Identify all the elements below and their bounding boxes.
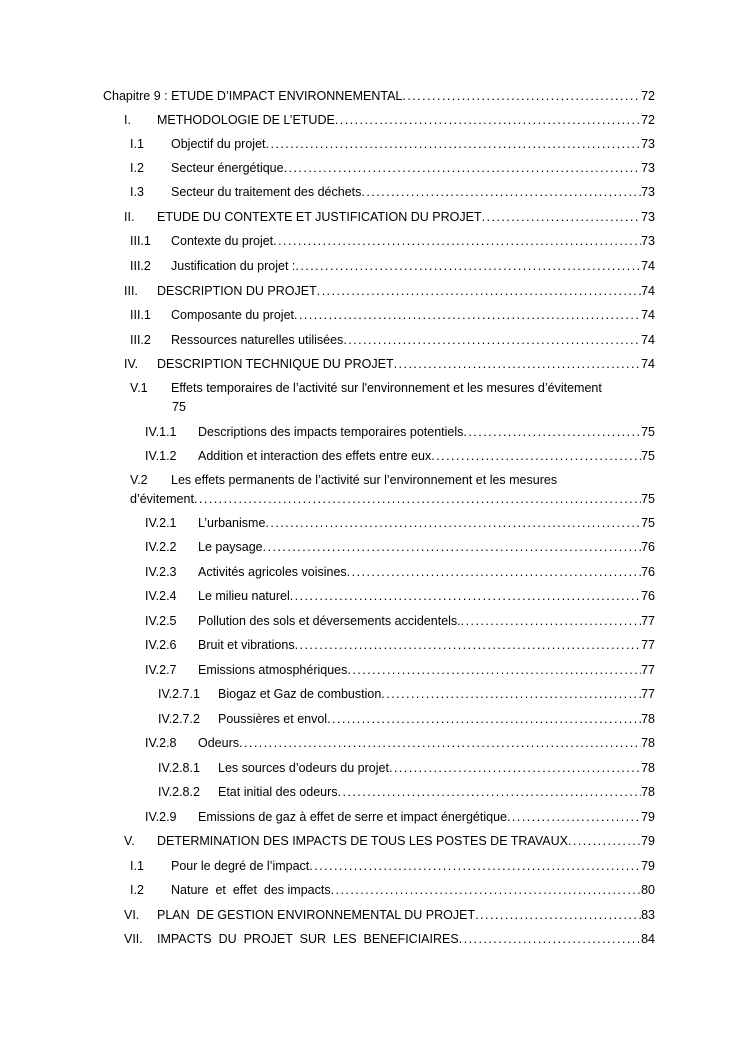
toc-entry-iv-2-3[interactable]	[145, 562, 655, 580]
toc-label: Contexte du projet	[171, 234, 274, 248]
toc-label: Ressources naturelles utilisées	[171, 333, 344, 347]
toc-page-number: 75	[641, 516, 655, 530]
toc-label: PLAN DE GESTION ENVIRONNEMENTAL DU PROJET	[157, 908, 476, 922]
toc-leader	[381, 686, 641, 702]
toc-entry-iii-1[interactable]	[130, 231, 655, 249]
toc-number: IV.2.6	[145, 638, 177, 652]
toc-page-number: 84	[641, 932, 655, 946]
toc-leader	[265, 515, 641, 531]
toc-entry-i-1b[interactable]	[130, 856, 655, 874]
toc-page-number: 78	[641, 785, 655, 799]
toc-label: Descriptions des impacts temporaires potentiels	[198, 425, 464, 439]
toc-page-number: 80	[641, 883, 655, 897]
toc-leader	[309, 858, 641, 874]
toc-entry-iv[interactable]	[124, 354, 655, 372]
toc-entry-iii[interactable]	[124, 281, 655, 299]
toc-number: IV.2.8.1	[158, 761, 200, 775]
toc-number: III.2	[130, 259, 151, 273]
toc-entry-iv-2-4[interactable]	[145, 586, 655, 604]
toc-number: I.1	[130, 859, 144, 873]
toc-leader	[194, 490, 641, 509]
toc-label: Composante du projet	[171, 308, 294, 322]
toc-leader	[239, 735, 641, 751]
toc-label: Bruit et vibrations	[198, 638, 295, 652]
toc-label: Addition et interaction des effets entre eux	[198, 449, 432, 463]
toc-number: VII.	[124, 932, 143, 946]
toc-entry-iv-2-1[interactable]	[145, 513, 655, 531]
toc-page-number: 75	[641, 449, 655, 463]
toc-label: DESCRIPTION TECHNIQUE DU PROJET	[157, 357, 394, 371]
toc-leader	[431, 448, 641, 464]
toc-entry-iv-2-2[interactable]	[145, 537, 655, 555]
toc-entry-iv-2-8[interactable]	[145, 733, 655, 751]
toc-page-number: 73	[641, 137, 655, 151]
toc-label: Poussières et envol	[218, 712, 328, 726]
toc-number: I.1	[130, 137, 144, 151]
toc-leader	[317, 283, 641, 299]
toc-entry-iv-1-2[interactable]	[145, 446, 655, 464]
toc-entry-iii-2b[interactable]	[130, 330, 655, 348]
toc-page-number: 73	[641, 234, 655, 248]
toc-number: V.1	[130, 381, 148, 395]
toc-entry-iv-2-9[interactable]	[145, 807, 655, 825]
toc-page-number: 77	[641, 638, 655, 652]
toc-page-number: 76	[641, 565, 655, 579]
toc-number: II.	[124, 210, 135, 224]
toc-label: Pour le degré de l’impact	[171, 859, 310, 873]
toc-label: Chapitre 9 : ETUDE D’IMPACT ENVIRONNEMENTAL	[103, 89, 403, 103]
toc-entry-chapter-9[interactable]	[103, 86, 655, 104]
toc-leader	[463, 424, 641, 440]
toc-leader	[475, 907, 641, 923]
toc-number: IV.2.4	[145, 589, 177, 603]
toc-label: Pollution des sols et déversements accidentels.	[198, 614, 461, 628]
toc-number: IV.1.2	[145, 449, 177, 463]
toc-leader	[284, 160, 642, 176]
toc-page-number: 77	[641, 614, 655, 628]
toc-label: Le paysage	[198, 540, 263, 554]
toc-leader	[482, 209, 642, 225]
toc-number: IV.2.7.1	[158, 687, 200, 701]
toc-page-number: 76	[641, 540, 655, 554]
toc-label: Activités agricoles voisines	[198, 565, 347, 579]
toc-number: IV.1.1	[145, 425, 177, 439]
toc-label: Le milieu naturel	[198, 589, 290, 603]
toc-leader	[266, 136, 642, 152]
toc-label: Les effets permanents de l’activité sur l’environnement et les mesures	[171, 473, 558, 487]
toc-leader	[338, 784, 642, 800]
toc-page-number: 74	[641, 308, 655, 322]
toc-entry-iii-2[interactable]	[130, 256, 655, 274]
toc-number: VI.	[124, 908, 140, 922]
toc-number: III.	[124, 284, 138, 298]
toc-entry-iv-2-8-1[interactable]	[158, 758, 655, 776]
toc-leader	[347, 662, 641, 678]
toc-leader	[331, 882, 642, 898]
toc-number: III.1	[130, 234, 151, 248]
toc-entry-i[interactable]	[124, 110, 655, 128]
toc-label: DETERMINATION DES IMPACTS DE TOUS LES POSTES DE TRAVAUX	[157, 834, 568, 848]
toc-leader	[273, 233, 641, 249]
toc-number: IV.2.7.2	[158, 712, 200, 726]
toc-number: IV.2.5	[145, 614, 177, 628]
toc-page-number: 73	[641, 161, 655, 175]
toc-page-number: 77	[641, 663, 655, 677]
toc-entry-iv-2-6[interactable]	[145, 635, 655, 653]
toc-page-number: 73	[641, 185, 655, 199]
toc-leader	[347, 564, 641, 580]
toc-leader	[394, 356, 641, 372]
toc-leader	[295, 258, 641, 274]
toc-entry-iv-2-7-1[interactable]	[158, 684, 655, 702]
toc-page-number: 79	[641, 834, 655, 848]
toc-label: Secteur du traitement des déchets	[171, 185, 362, 199]
toc-leader	[290, 588, 641, 604]
toc-number: III.2	[130, 333, 151, 347]
toc-page-number: 76	[641, 589, 655, 603]
toc-label: Effets temporaires de l’activité sur l'environnement et les mesures d’évitement	[171, 381, 602, 395]
toc-leader	[327, 711, 641, 727]
toc-leader	[461, 613, 641, 629]
toc-entry-i-2[interactable]	[130, 158, 655, 176]
toc-page-number: 75	[172, 400, 186, 414]
toc-entry-ii[interactable]	[124, 207, 655, 225]
toc-entry-iv-2-8-2[interactable]	[158, 782, 655, 800]
toc-number: IV.2.3	[145, 565, 177, 579]
toc-page-number: 78	[641, 712, 655, 726]
toc-leader	[343, 332, 641, 348]
toc-entry-v-1[interactable]	[130, 379, 655, 417]
toc-page-number: 75	[641, 492, 655, 506]
toc-label: ETUDE DU CONTEXTE ET JUSTIFICATION DU PROJET	[157, 210, 482, 224]
toc-number: V.	[124, 834, 135, 848]
toc-page-number: 83	[641, 908, 655, 922]
toc-label: Biogaz et Gaz de combustion	[218, 687, 382, 701]
toc-label: Nature et effet des impacts	[171, 883, 331, 897]
toc-entry-i-3[interactable]	[130, 182, 655, 200]
toc-leader	[568, 833, 641, 849]
toc-page-number: 74	[641, 284, 655, 298]
toc-label: Secteur énergétique	[171, 161, 284, 175]
toc-number: I.	[124, 113, 131, 127]
toc-leader	[361, 184, 641, 200]
toc-label: L’urbanisme	[198, 516, 266, 530]
toc-number: IV.2.7	[145, 663, 177, 677]
toc-page-number: 74	[641, 259, 655, 273]
toc-number: I.3	[130, 185, 144, 199]
toc-label: METHODOLOGIE DE L’ETUDE	[157, 113, 335, 127]
toc-leader	[295, 637, 642, 653]
toc-entry-iv-2-7[interactable]	[145, 660, 655, 678]
toc-page-number: 74	[641, 357, 655, 371]
toc-label: Emissions de gaz à effet de serre et impact énergétique	[198, 810, 507, 824]
toc-entry-vii[interactable]	[124, 929, 655, 947]
toc-leader	[335, 112, 641, 128]
toc-number: IV.	[124, 357, 139, 371]
toc-label-continued: d’évitement	[130, 492, 194, 506]
toc-leader	[459, 931, 641, 947]
toc-number: I.2	[130, 161, 144, 175]
toc-label: Odeurs	[198, 736, 239, 750]
toc-entry-i-1[interactable]	[130, 134, 655, 152]
toc-label: Les sources d’odeurs du projet	[218, 761, 389, 775]
toc-label: Emissions atmosphériques	[198, 663, 348, 677]
toc-label: DESCRIPTION DU PROJET	[157, 284, 317, 298]
toc-number: V.2	[130, 473, 148, 487]
toc-page-number: 79	[641, 810, 655, 824]
toc-entry-v[interactable]	[124, 831, 655, 849]
toc-leader	[507, 809, 641, 825]
toc-page-number: 77	[641, 687, 655, 701]
toc-page-number: 72	[641, 113, 655, 127]
toc-entry-iv-2-5[interactable]	[145, 611, 655, 629]
toc-page-number: 74	[641, 333, 655, 347]
toc-number: IV.2.1	[145, 516, 177, 530]
toc-entry-v-2[interactable]	[117, 471, 655, 509]
toc-number: IV.2.8.2	[158, 785, 200, 799]
toc-label: Objectif du projet	[171, 137, 266, 151]
toc-page-number: 73	[641, 210, 655, 224]
toc-leader	[402, 88, 641, 104]
toc-number: I.2	[130, 883, 144, 897]
toc-entry-iii-1b[interactable]	[130, 305, 655, 323]
toc-entry-iv-2-7-2[interactable]	[158, 709, 655, 727]
toc-page-number: 72	[641, 89, 655, 103]
toc-label: Justification du projet :	[171, 259, 296, 273]
toc-page-number: 78	[641, 736, 655, 750]
toc-number: III.1	[130, 308, 151, 322]
toc-leader	[263, 539, 641, 555]
toc-page-number: 78	[641, 761, 655, 775]
toc-leader	[389, 760, 641, 776]
toc-entry-i-2b[interactable]	[130, 880, 655, 898]
toc-page-number: 75	[641, 425, 655, 439]
toc-page-number: 79	[641, 859, 655, 873]
toc-entry-iv-1-1[interactable]	[145, 422, 655, 440]
toc-label: IMPACTS DU PROJET SUR LES BENEFICIAIRES	[157, 932, 459, 946]
toc-entry-vi[interactable]	[124, 905, 655, 923]
toc-number: IV.2.2	[145, 540, 177, 554]
toc-number: IV.2.9	[145, 810, 177, 824]
toc-number: IV.2.8	[145, 736, 177, 750]
toc-label: Etat initial des odeurs	[218, 785, 338, 799]
toc-leader	[294, 307, 641, 323]
